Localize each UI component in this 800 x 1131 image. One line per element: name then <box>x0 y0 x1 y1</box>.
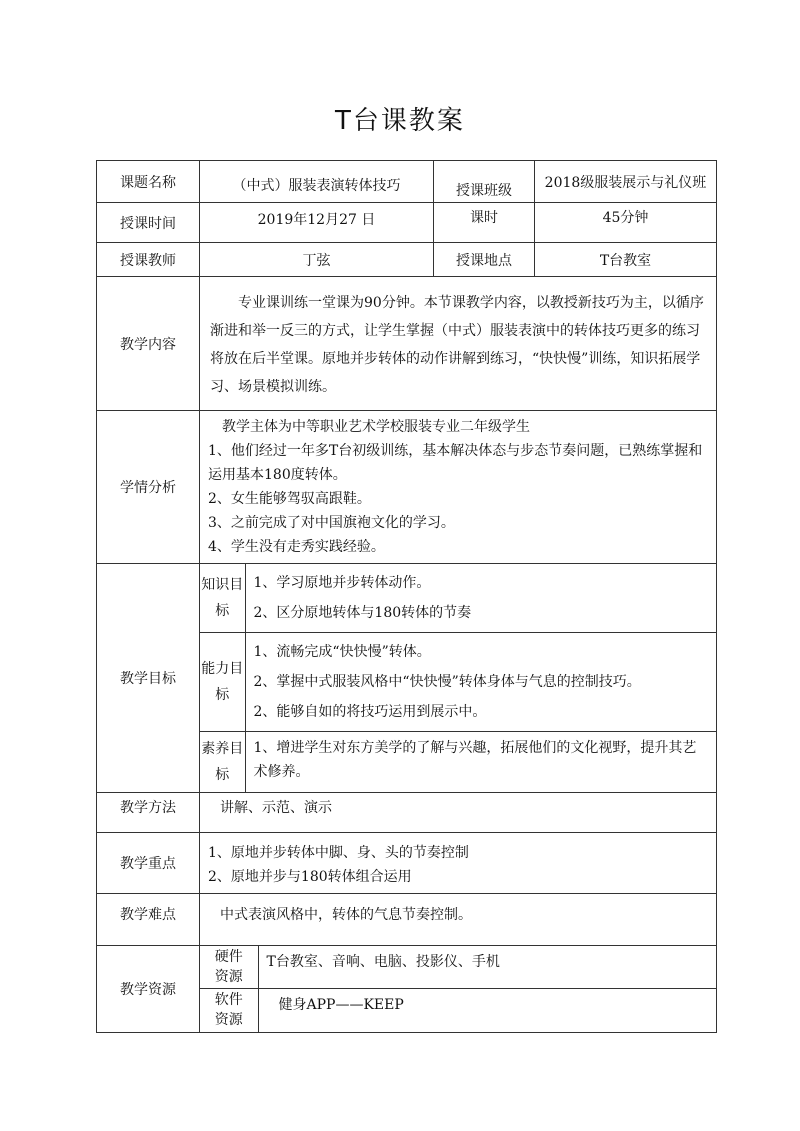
analysis-value <box>200 411 717 564</box>
key-line: 2、原地并步与180转体组合运用 <box>208 868 412 885</box>
row-goals <box>97 564 717 793</box>
resource-label: 软件资源 <box>200 989 258 1032</box>
goals-label: 教学目标 <box>97 564 200 793</box>
row-difficulty <box>97 893 717 945</box>
goal-item: 1、学习原地并步转体动作。 <box>253 575 431 591</box>
resources-cell <box>200 945 717 1032</box>
goal-label: 能力目标 <box>200 633 245 732</box>
time-label: 授课时间 <box>97 203 200 243</box>
goal-items <box>245 633 716 732</box>
row-method <box>97 792 717 832</box>
row-content <box>97 277 717 411</box>
content-label: 教学内容 <box>97 277 200 411</box>
hours-label: 课时 <box>434 203 535 243</box>
row-key <box>97 832 717 893</box>
goals-subtable <box>200 564 716 792</box>
teacher-label: 授课教师 <box>97 243 200 277</box>
analysis-label: 学情分析 <box>97 411 200 564</box>
time-value: 2019年12月27 日 <box>200 203 434 243</box>
resource-row-hardware <box>200 946 716 989</box>
goal-item: 2、区分原地转体与180转体的节奏 <box>253 605 472 621</box>
goal-items <box>245 732 716 792</box>
goal-item: 2、掌握中式服装风格中“快快慢”转体身体与气息的控制技巧。 <box>253 674 641 690</box>
teacher-value: 丁弦 <box>200 243 434 277</box>
page-title: T台课教案 <box>335 106 465 136</box>
content-value: 专业课训练一堂课为90分钟。本节课教学内容，以教授新技巧为主，以循序渐进和举一反三的方式，让学生掌握（中式）服装表演中的转体技巧更多的练习将放在后半堂课。原地并步转体的动作讲解到练习，“快快慢”训练，知识拓展学习、场景模拟训练。 <box>200 277 717 411</box>
goal-item: 1、流畅完成“快快慢”转体。 <box>253 644 431 660</box>
goals-cell <box>200 564 717 793</box>
analysis-line: 2、女生能够驾驭高跟鞋。 <box>208 491 371 507</box>
key-value <box>200 832 717 893</box>
key-line: 1、原地并步转体中脚、身、头的节奏控制 <box>208 844 469 861</box>
goal-row-ability <box>200 633 716 732</box>
row-time <box>97 203 717 243</box>
goal-item: 2、能够自如的将技巧运用到展示中。 <box>253 704 487 720</box>
topic-value: （中式）服装表演转体技巧 <box>200 161 434 203</box>
goal-items <box>245 564 716 633</box>
difficulty-value: 中式表演风格中，转体的气息节奏控制。 <box>200 893 717 945</box>
analysis-line: 1、他们经过一年多T台初级训练，基本解决体态与步态节奏问题，已熟练掌握和运用基本180度转体。 <box>208 443 703 483</box>
row-topic <box>97 161 717 203</box>
row-resources <box>97 945 717 1032</box>
place-label: 授课地点 <box>434 243 535 277</box>
resources-subtable <box>200 946 716 1032</box>
row-teacher <box>97 243 717 277</box>
row-analysis <box>97 411 717 564</box>
class-value: 2018级服装展示与礼仪班 <box>535 161 717 203</box>
resource-row-software <box>200 989 716 1032</box>
resource-value: T台教室、音响、电脑、投影仪、手机 <box>258 946 716 989</box>
lesson-plan-table <box>96 160 717 1033</box>
topic-label: 课题名称 <box>97 161 200 203</box>
class-label: 授课班级 <box>434 161 535 203</box>
method-label: 教学方法 <box>97 792 200 832</box>
analysis-line: 4、学生没有走秀实践经验。 <box>208 539 385 555</box>
goal-row-literacy <box>200 732 716 792</box>
hours-value: 45分钟 <box>535 203 717 243</box>
analysis-line: 3、之前完成了对中国旗袍文化的学习。 <box>208 515 455 531</box>
resource-label: 硬件资源 <box>200 946 258 989</box>
resource-value: 健身APP——KEEP <box>258 989 716 1032</box>
place-value: T台教室 <box>535 243 717 277</box>
goal-label: 知识目标 <box>200 564 245 633</box>
key-label: 教学重点 <box>97 832 200 893</box>
goal-item: 1、增进学生对东方美学的了解与兴趣，拓展他们的文化视野，提升其艺术修养。 <box>253 740 697 780</box>
analysis-line: 教学主体为中等职业艺术学校服装专业二年级学生 <box>222 419 530 435</box>
goal-label: 素养目标 <box>200 732 245 792</box>
goal-row-knowledge <box>200 564 716 633</box>
method-value: 讲解、示范、演示 <box>200 792 717 832</box>
difficulty-label: 教学难点 <box>97 893 200 945</box>
resources-label: 教学资源 <box>97 945 200 1032</box>
